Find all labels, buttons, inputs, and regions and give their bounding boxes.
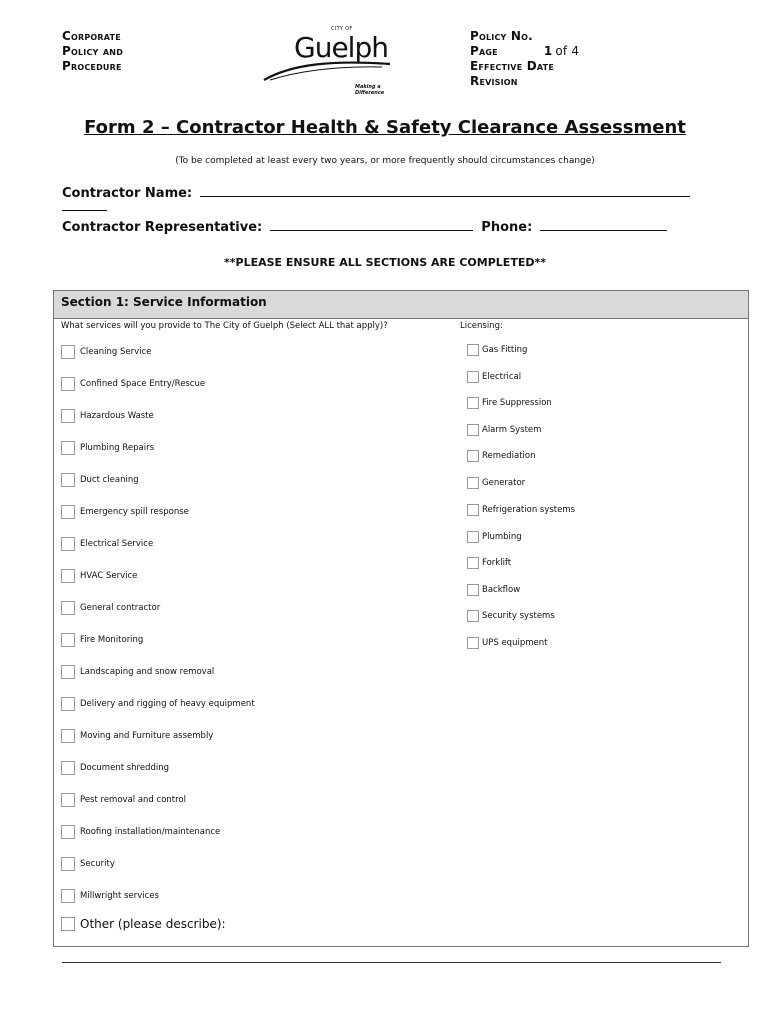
policy-header-right (470, 29, 579, 89)
policy-no-label: Policy No. (470, 29, 533, 43)
licensing-label-item: Security systems (482, 611, 555, 621)
service-label: Delivery and rigging of heavy equipment (80, 699, 255, 709)
service-checkbox-row[interactable] (61, 377, 205, 391)
licensing-checkbox-row[interactable] (467, 610, 555, 622)
licensing-label-item: Backflow (482, 585, 521, 595)
licensing-label-item: Refrigeration systems (482, 505, 576, 515)
checkbox[interactable] (61, 889, 75, 903)
checkbox[interactable] (61, 825, 75, 839)
service-checkbox-row[interactable] (61, 889, 159, 903)
checkbox[interactable] (467, 584, 479, 596)
service-checkbox-row[interactable] (61, 441, 154, 455)
service-label: Confined Space Entry/Rescue (80, 379, 206, 389)
form-title: Form 2 – Contractor Health & Safety Clearance Assessment (84, 117, 686, 138)
service-checkbox-row[interactable] (61, 857, 115, 871)
contractor-name-row (62, 186, 690, 201)
checkbox[interactable] (61, 569, 75, 583)
service-label: Security (80, 859, 115, 869)
service-label: Document shredding (80, 763, 170, 773)
logo-city-text: CITY OF (331, 26, 353, 32)
page-row (470, 44, 579, 59)
licensing-checkbox-row[interactable] (467, 371, 521, 383)
checkbox[interactable] (61, 409, 75, 423)
header-line: Policy and (62, 44, 124, 58)
service-label: Duct cleaning (80, 475, 139, 485)
checkbox[interactable] (61, 633, 75, 647)
service-label: Millwright services (80, 891, 159, 901)
completion-notice: **PLEASE ENSURE ALL SECTIONS ARE COMPLETED** (224, 256, 546, 269)
contractor-rep-field[interactable] (270, 220, 473, 231)
guelph-logo (262, 26, 394, 96)
service-label: Electrical Service (80, 539, 154, 549)
section-service-information (53, 290, 749, 947)
licensing-checkbox-row[interactable] (467, 477, 525, 489)
services-question: What services will you provide to The City of Guelph (Select ALL that apply)? (61, 321, 388, 331)
footer-divider (62, 962, 721, 963)
service-checkbox-row[interactable] (61, 697, 255, 711)
contractor-name-field-continuation[interactable] (62, 210, 107, 211)
checkbox[interactable] (61, 729, 75, 743)
page-number: 1 (543, 44, 553, 58)
service-checkbox-row[interactable] (61, 505, 189, 519)
service-other-row[interactable] (61, 917, 226, 931)
checkbox[interactable] (61, 377, 75, 391)
checkbox[interactable] (61, 697, 75, 711)
licensing-label-item: Plumbing (482, 532, 522, 542)
service-label: Plumbing Repairs (80, 443, 155, 453)
licensing-checkbox-row[interactable] (467, 424, 541, 436)
service-label: Landscaping and snow removal (80, 667, 215, 677)
checkbox[interactable] (467, 371, 479, 383)
checkbox[interactable] (61, 761, 75, 775)
checkbox[interactable] (61, 505, 75, 519)
service-checkbox-row[interactable] (61, 409, 154, 423)
header-line: Corporate (62, 29, 121, 43)
checkbox[interactable] (467, 477, 479, 489)
service-checkbox-row[interactable] (61, 473, 139, 487)
checkbox[interactable] (467, 344, 479, 356)
licensing-label-item: Remediation (482, 451, 536, 461)
contractor-rep-row (62, 220, 667, 235)
licensing-label-item: Alarm System (482, 425, 542, 435)
licensing-label-item: Fire Suppression (482, 398, 552, 408)
checkbox[interactable] (467, 450, 479, 462)
licensing-label-item: Forklift (482, 558, 512, 568)
licensing-checkbox-row[interactable] (467, 584, 520, 596)
page-total: of 4 (555, 44, 580, 58)
checkbox[interactable] (467, 610, 479, 622)
page-label: Page (470, 44, 498, 58)
checkbox[interactable] (61, 665, 75, 679)
service-label: General contractor (80, 603, 161, 613)
service-checkbox-row[interactable] (61, 537, 153, 551)
licensing-checkbox-row[interactable] (467, 557, 511, 569)
checkbox[interactable] (467, 531, 479, 543)
checkbox[interactable] (467, 424, 479, 436)
contractor-name-label: Contractor Name: (62, 186, 193, 201)
revision-label: Revision (470, 74, 518, 88)
service-label: Emergency spill response (80, 507, 189, 517)
checkbox[interactable] (467, 504, 479, 516)
licensing-label: Licensing: (460, 321, 503, 331)
service-checkbox-row[interactable] (61, 345, 151, 359)
licensing-label-item: Generator (482, 478, 526, 488)
checkbox[interactable] (61, 537, 75, 551)
licensing-checkbox-row[interactable] (467, 450, 536, 462)
effective-date-label: Effective Date (470, 59, 554, 73)
service-checkbox-row[interactable] (61, 665, 214, 679)
checkbox[interactable] (61, 601, 75, 615)
checkbox[interactable] (467, 397, 479, 409)
service-checkbox-row[interactable] (61, 729, 213, 743)
form-subtitle: (To be completed at least every two years, or more frequently should circumstances change) (175, 156, 595, 166)
checkbox[interactable] (61, 441, 75, 455)
service-label: Hazardous Waste (80, 411, 154, 421)
logo-swoosh-icon (262, 54, 394, 84)
section-title: Section 1: Service Information (54, 291, 748, 319)
checkbox[interactable] (61, 473, 75, 487)
service-label: Moving and Furniture assembly (80, 731, 214, 741)
phone-label: Phone: (481, 220, 533, 235)
service-label: Other (please describe): (80, 917, 226, 931)
licensing-checkbox-row[interactable] (467, 637, 547, 649)
service-label: Fire Monitoring (80, 635, 144, 645)
service-checkbox-row[interactable] (61, 569, 137, 583)
service-label: Pest removal and control (80, 795, 186, 805)
service-label: Cleaning Service (80, 347, 152, 357)
licensing-label-item: Gas Fitting (482, 345, 528, 355)
checkbox[interactable] (61, 917, 75, 931)
service-checkbox-row[interactable] (61, 633, 143, 647)
phone-field[interactable] (540, 220, 667, 231)
licensing-checkbox-row[interactable] (467, 397, 552, 409)
licensing-checkbox-row[interactable] (467, 504, 575, 516)
checkbox[interactable] (61, 857, 75, 871)
service-label: HVAC Service (80, 571, 138, 581)
contractor-name-field[interactable] (200, 186, 690, 197)
service-checkbox-row[interactable] (61, 825, 220, 839)
checkbox[interactable] (61, 345, 75, 359)
service-checkbox-row[interactable] (61, 601, 160, 615)
licensing-checkbox-row[interactable] (467, 344, 527, 356)
checkbox[interactable] (61, 793, 75, 807)
checkbox[interactable] (467, 557, 479, 569)
licensing-label-item: Electrical (482, 372, 522, 382)
licensing-label-item: UPS equipment (482, 638, 548, 648)
policy-header-left (62, 29, 123, 74)
service-checkbox-row[interactable] (61, 793, 186, 807)
logo-tagline: Making a Difference (355, 84, 385, 96)
checkbox[interactable] (467, 637, 479, 649)
contractor-rep-label: Contractor Representative: (62, 220, 263, 235)
licensing-checkbox-row[interactable] (467, 531, 522, 543)
logo-wordmark: Guelph (294, 31, 388, 64)
service-label: Roofing installation/maintenance (80, 827, 221, 837)
header-line: Procedure (62, 59, 122, 73)
service-checkbox-row[interactable] (61, 761, 169, 775)
